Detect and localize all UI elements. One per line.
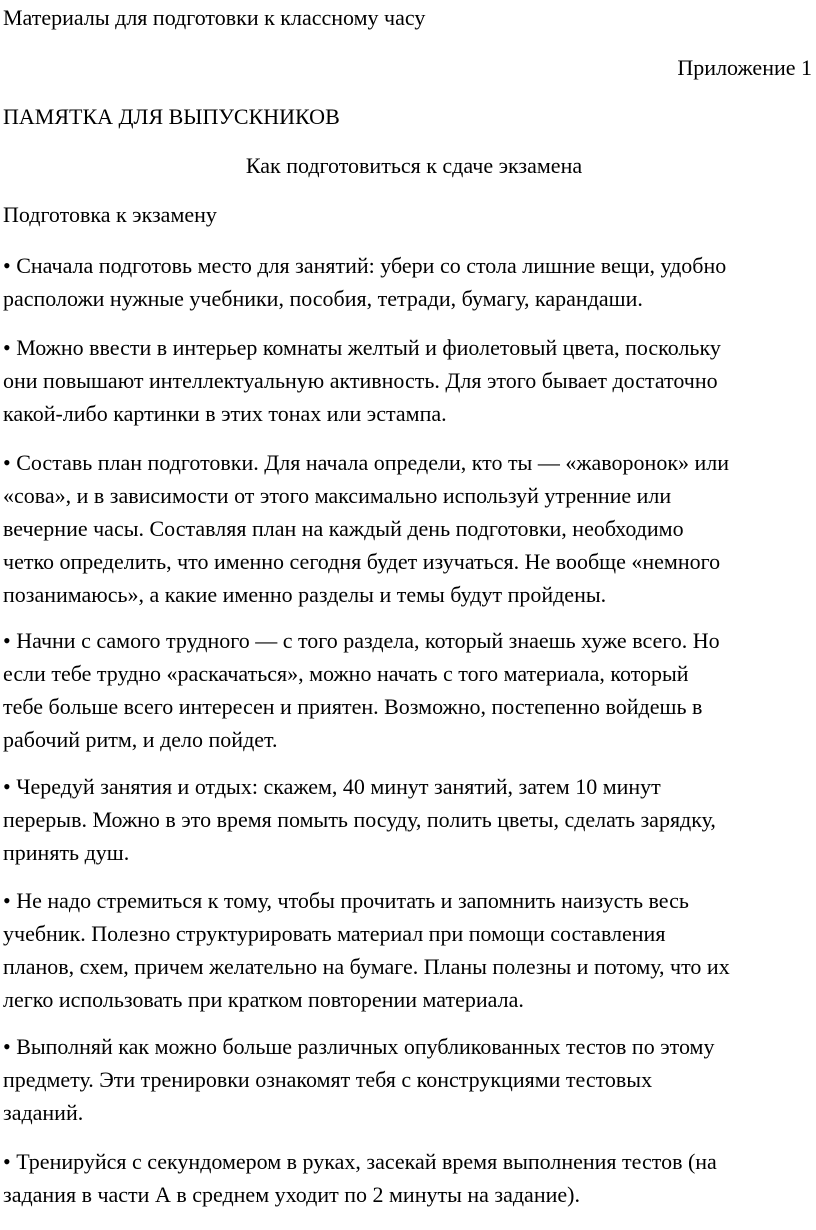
paragraph	[3, 1145, 813, 1211]
paragraph-line: тебе больше всего интересен и приятен. Возможно, постепенно войдешь в	[3, 694, 703, 719]
paragraph-line: рабочий ритм, и дело пойдет.	[3, 727, 278, 752]
paragraph	[3, 770, 813, 869]
paragraph-line: • Начни с самого трудного — с того раздела, который знаешь хуже всего. Но	[3, 628, 720, 653]
document-subtitle: Как подготовиться к сдаче экзамена	[245, 153, 583, 178]
paragraph-line: четко определить, что именно сегодня будет изучаться. Не вообще «немного	[3, 549, 721, 574]
paragraph-line: учебник. Полезно структурировать материал при помощи составления	[3, 921, 666, 946]
paragraph-line: позанимаюсь», а какие именно разделы и темы будут пройдены.	[3, 582, 607, 607]
paragraph	[3, 1030, 813, 1129]
paragraph-line: «сова», и в зависимости от этого максимально используй утренние или	[3, 483, 672, 508]
paragraph-line: предмету. Эти тренировки ознакомят тебя с конструкциями тестовых	[3, 1067, 653, 1092]
paragraph-line: они повышают интеллектуальную активность. Для этого бывает достаточно	[3, 368, 718, 393]
paragraph-line: • Чередуй занятия и отдых: скажем, 40 минут занятий, затем 10 минут	[3, 774, 661, 799]
paragraph-line: задания в части А в среднем уходит по 2 минуты на задание).	[3, 1182, 580, 1207]
paragraph-line: • Можно ввести в интерьер комнаты желтый и фиолетовый цвета, поскольку	[3, 335, 721, 360]
section-heading: Подготовка к экзамену	[3, 202, 217, 227]
document-header: Материалы для подготовки к классному часу	[3, 5, 426, 30]
paragraph-line: • Выполняй как можно больше различных опубликованных тестов по этому	[3, 1034, 715, 1059]
appendix-label: Приложение 1	[677, 55, 812, 80]
paragraph-line: легко использовать при кратком повторении материала.	[3, 987, 524, 1012]
document-title: ПАМЯТКА ДЛЯ ВЫПУСКНИКОВ	[3, 104, 340, 129]
paragraph-line: заданий.	[3, 1100, 84, 1125]
paragraph-line: какой-либо картинки в этих тонах или эстампа.	[3, 401, 447, 426]
paragraph	[3, 446, 813, 611]
paragraph	[3, 884, 813, 1016]
paragraph-line: расположи нужные учебники, пособия, тетради, бумагу, карандаши.	[3, 286, 643, 311]
paragraph	[3, 624, 813, 756]
paragraph	[3, 331, 813, 430]
paragraph-line: • Не надо стремиться к тому, чтобы прочитать и запомнить наизусть весь	[3, 888, 689, 913]
paragraph-line: вечерние часы. Составляя план на каждый день подготовки, необходимо	[3, 516, 684, 541]
paragraph-line: • Составь план подготовки. Для начала определи, кто ты — «жаворонок» или	[3, 450, 730, 475]
paragraph-line: перерыв. Можно в это время помыть посуду, полить цветы, сделать зарядку,	[3, 807, 716, 832]
paragraph-line: • Тренируйся с секундомером в руках, засекай время выполнения тестов (на	[3, 1149, 717, 1174]
paragraph-line: принять душ.	[3, 840, 130, 865]
paragraph-line: планов, схем, причем желательно на бумаге. Планы полезны и потому, что их	[3, 954, 730, 979]
paragraph-line: • Сначала подготовь место для занятий: убери со стола лишние вещи, удобно	[3, 253, 727, 278]
paragraph	[3, 249, 813, 315]
paragraph-line: если тебе трудно «раскачаться», можно начать с того материала, который	[3, 661, 689, 686]
